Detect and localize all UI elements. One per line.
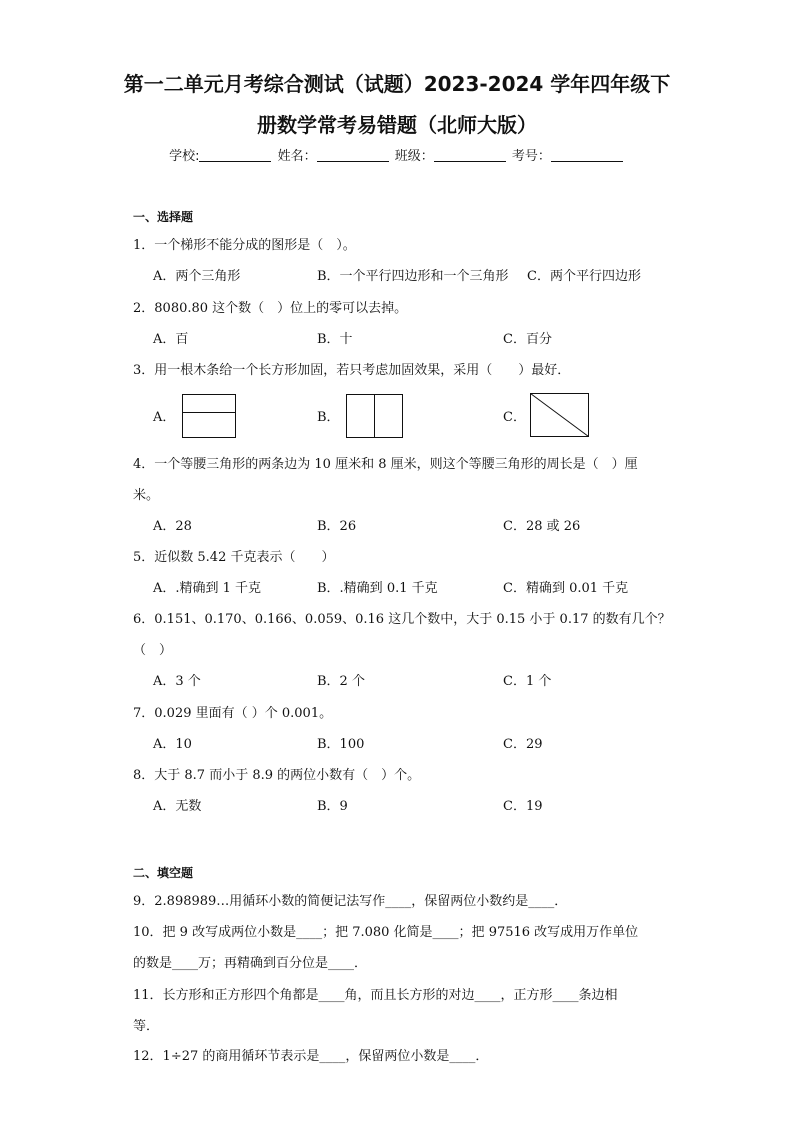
q3-option-c: C． <box>503 410 526 425</box>
q8-stem: 8．大于 8.7 而小于 8.9 的两位小数有（ ）个。 <box>133 768 421 783</box>
q4-option-a: A．28 <box>153 519 192 534</box>
q6-option-a: A．3 个 <box>153 674 201 689</box>
q7-option-a: A．10 <box>153 737 192 752</box>
q8-option-b: B．9 <box>317 799 348 814</box>
q1-stem: 1．一个梯形不能分成的图形是（ ）。 <box>133 238 356 253</box>
q4-stem-line-2: 米。 <box>133 488 160 503</box>
q11-stem-line-1: 11．长方形和正方形四个角都是____角，而且长方形的对边____，正方形____条边相 <box>133 988 618 1003</box>
class-blank[interactable] <box>434 148 506 162</box>
student-info-row <box>0 145 794 164</box>
class-label: 班级： <box>394 149 434 164</box>
q7-option-c: C．29 <box>503 737 543 752</box>
q11-stem-line-2: 等． <box>133 1019 160 1034</box>
section-choice-heading: 一、选择题 <box>133 210 194 224</box>
q4-option-c: C．28 或 26 <box>503 519 581 534</box>
q4-stem-line-1: 4．一个等腰三角形的两条边为 10 厘米和 8 厘米，则这个等腰三角形的周长是（ ）厘 <box>133 457 638 472</box>
q5-stem: 5．近似数 5.42 千克表示（ ） <box>133 550 335 565</box>
q8-option-a: A．无数 <box>153 799 202 814</box>
q5-option-c: C．精确到 0.01 千克 <box>503 581 629 596</box>
title-line-2: 册数学常考易错题（北师大版） <box>257 113 537 137</box>
q3-figure-c-rect-diagonal-brace <box>530 393 590 438</box>
q3-option-b: B． <box>317 410 340 425</box>
q10-stem-line-1: 10．把 9 改写成两位小数是____；把 7.080 化简是____；把 97516 改写成用万作单位 <box>133 925 639 940</box>
name-label: 姓名： <box>277 149 317 164</box>
q9-stem: 9．2.898989…用循环小数的简便记法写作____，保留两位小数约是____． <box>133 894 568 909</box>
title-line-1: 第一二单元月考综合测试（试题）2023-2024 学年四年级下 <box>123 72 671 96</box>
q7-option-b: B．100 <box>317 737 365 752</box>
section-fill-heading: 二、填空题 <box>133 866 194 880</box>
name-blank[interactable] <box>317 148 389 162</box>
q10-stem-line-2: 的数是____万；再精确到百分位是____． <box>133 956 368 971</box>
q3-stem: 3．用一根木条给一个长方形加固，若只考虑加固效果，采用（ ）最好． <box>133 363 571 378</box>
q8-option-c: C．19 <box>503 799 543 814</box>
q12-stem: 12．1÷27 的商用循环节表示是____，保留两位小数是____． <box>133 1049 489 1064</box>
q5-option-a: A．.精确到 1 千克 <box>153 581 262 596</box>
q1-option-c: C．两个平行四边形 <box>527 269 641 284</box>
school-label: 学校: <box>169 149 200 164</box>
q3-option-a: A． <box>153 410 176 425</box>
q2-option-b: B．十 <box>317 332 353 347</box>
q6-stem-line-1: 6．0.151、0.170、0.166、0.059、0.16 这几个数中，大于 0.15 小于 0.17 的数有几个？ <box>133 612 671 627</box>
q3-figure-b-rect-vertical-brace <box>346 394 403 438</box>
q1-option-a: A．两个三角形 <box>153 269 241 284</box>
q6-option-b: B．2 个 <box>317 674 365 689</box>
q6-stem-line-2: （ ） <box>133 643 173 658</box>
q7-stem: 7．0.029 里面有（ ）个 0.001。 <box>133 706 333 721</box>
number-label: 考号： <box>511 149 551 164</box>
q6-option-c: C．1 个 <box>503 674 552 689</box>
q5-option-b: B．.精确到 0.1 千克 <box>317 581 438 596</box>
q2-option-c: C．百分 <box>503 332 552 347</box>
q1-option-b: B．一个平行四边形和一个三角形 <box>317 269 509 284</box>
q2-option-a: A．百 <box>153 332 189 347</box>
number-blank[interactable] <box>551 148 623 162</box>
q2-stem: 2．8080.80 这个数（ ）位上的零可以去掉。 <box>133 301 408 316</box>
q4-option-b: B．26 <box>317 519 357 534</box>
school-blank[interactable] <box>199 148 271 162</box>
q3-figure-a-rect-horizontal-brace <box>182 394 236 438</box>
